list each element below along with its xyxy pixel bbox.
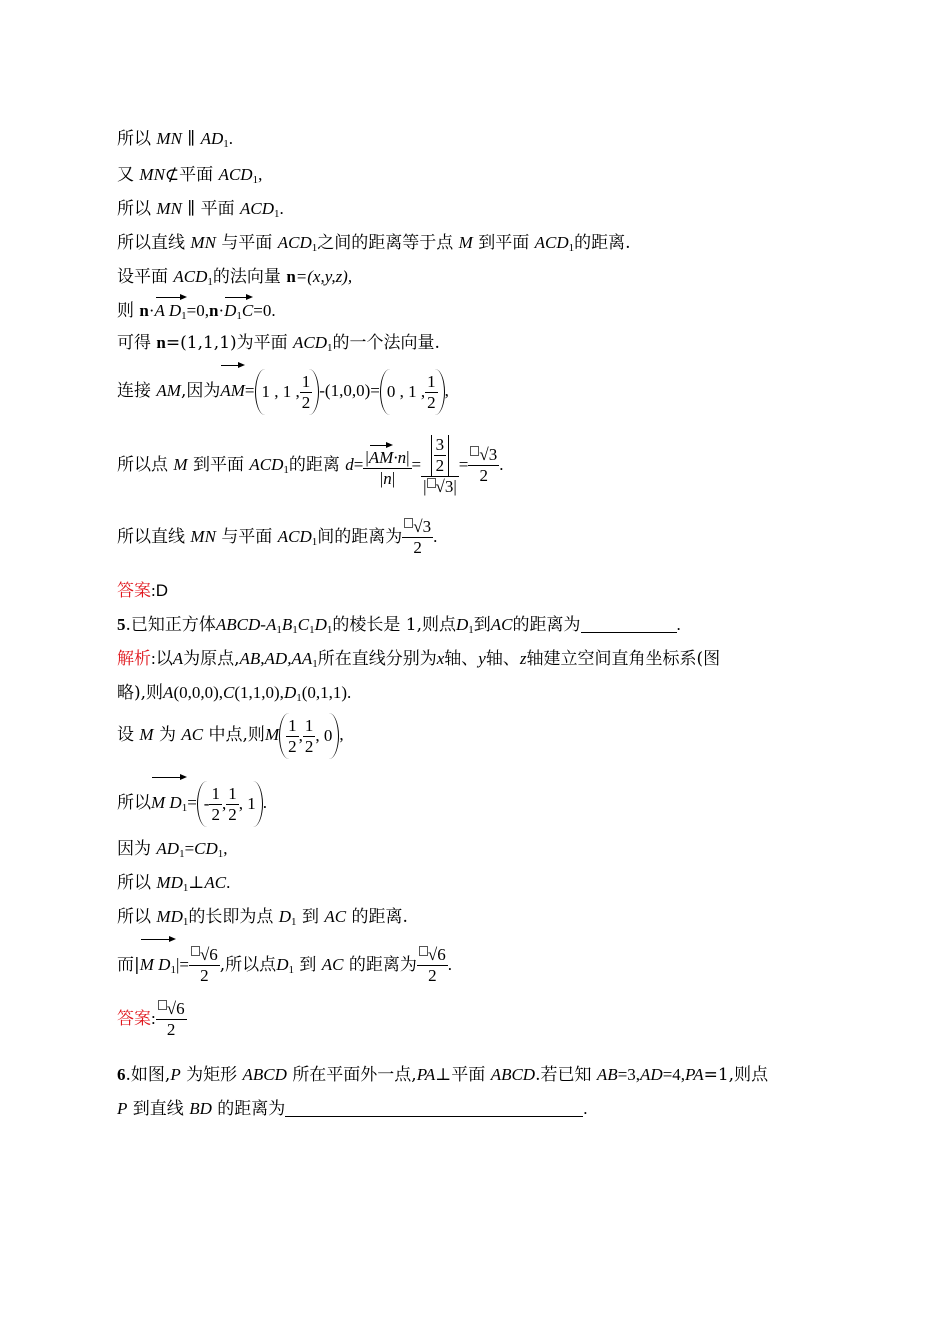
paren-group [380, 369, 445, 415]
text: 设 [117, 725, 134, 745]
math-expr: =0. [253, 301, 276, 320]
line-distance-answer [117, 514, 437, 565]
solution-5-line7 [117, 906, 408, 933]
numerator: 1 [304, 716, 314, 736]
vector-n: n [286, 267, 296, 286]
denominator: 2 [428, 966, 437, 985]
numerator: 1 [427, 372, 436, 392]
denominator: 2 [479, 466, 489, 485]
text: 设平面 [117, 267, 168, 287]
question-6-line2 [117, 1098, 588, 1120]
math-var: PA [416, 1065, 436, 1084]
abs-bar [431, 435, 450, 476]
math-var: z [519, 649, 527, 668]
math-var: AC [321, 955, 344, 974]
fraction [286, 716, 299, 757]
text: 因为 [117, 839, 151, 859]
denominator: 2 [228, 805, 237, 825]
subscript: 1 [309, 624, 315, 636]
text: 到平面 [192, 455, 244, 475]
math-var: ACD [293, 333, 328, 352]
line-mn-not-in-plane [117, 164, 262, 191]
punct: . [447, 955, 453, 974]
text: .已知正方体 [125, 615, 216, 635]
math-var: D [276, 955, 289, 974]
text: 的棱长是 1,则点 [332, 615, 456, 635]
text: 所在平面外一点, [292, 1065, 417, 1085]
answer-label: 答案 [117, 1009, 151, 1029]
math-var: C [297, 615, 310, 634]
math-var: n [383, 469, 392, 488]
math-expr: =4, [662, 1065, 686, 1084]
subscript: 1 [296, 692, 302, 704]
text: =(1,1,1)为平面 [165, 333, 288, 353]
subscript: 1 [179, 848, 185, 860]
punct: : [151, 649, 156, 668]
vector-label: AM [368, 448, 394, 467]
subscript: 1 [182, 882, 189, 894]
math-var: MN [156, 199, 182, 218]
math-var: M [173, 455, 188, 474]
text: 则 [117, 301, 134, 321]
math-var: x [436, 649, 445, 668]
line-distance-equivalence [117, 232, 631, 259]
subscript: 1 [283, 464, 289, 476]
text: 到直线 [132, 1099, 184, 1119]
line-mn-parallel-plane [117, 198, 284, 225]
math-var: ACD [277, 527, 312, 546]
math-expr: |= [175, 955, 189, 974]
text: 到 [473, 615, 491, 635]
missing-glyph-icon [470, 446, 479, 456]
text: 平面 [200, 199, 235, 219]
punct: : [151, 581, 156, 600]
text: 可得 [117, 333, 151, 353]
math-expr: , 0 [315, 725, 333, 745]
minus-sign: - [203, 793, 210, 813]
text: 的距离为 [512, 615, 581, 635]
text: 为 [158, 725, 176, 745]
numerator: 1 [301, 372, 311, 392]
math-var: D [455, 615, 469, 634]
radicand: 3 [488, 445, 498, 464]
text: 的距离 [288, 455, 340, 475]
math-var: ABCD-A [215, 615, 277, 634]
math-var: MN [190, 233, 216, 252]
radicand: 6 [209, 945, 218, 964]
math-var: ABCD [490, 1065, 536, 1084]
fraction [421, 435, 459, 497]
answer-blank[interactable] [285, 1102, 583, 1117]
punct: , [258, 165, 263, 184]
line-mn-parallel-ad1 [117, 128, 233, 155]
punct: . [499, 455, 504, 474]
vector-label: M D [139, 955, 171, 974]
missing-glyph-icon [427, 478, 436, 488]
denominator: 2 [166, 1020, 176, 1039]
numerator: |AM·n| [363, 442, 411, 469]
numerator: √3 [468, 445, 499, 466]
fraction [226, 784, 239, 825]
math-var: D [278, 907, 292, 926]
vector-ad1 [155, 294, 187, 327]
paren-group: - $\frac{1}{2}$ , $\frac{1}{2}$ , 1 [197, 781, 263, 827]
denominator: 2 [211, 805, 220, 825]
math-expr: ·n [393, 448, 407, 467]
line-vector-am [117, 362, 449, 415]
missing-glyph-icon [191, 946, 200, 956]
answer-4 [117, 580, 168, 602]
denominator: |n| [379, 469, 396, 488]
subscript: 1 [311, 242, 318, 254]
vector-d1c [224, 294, 253, 327]
subscript: 1 [292, 624, 298, 636]
question-number: 6 [117, 1065, 126, 1084]
math-var: P [170, 1065, 181, 1084]
text: 到平面 [478, 233, 530, 253]
punct: , [339, 725, 344, 744]
dot-symbol: · [218, 301, 225, 320]
math-var: ACD [534, 233, 569, 252]
parallel-symbol: ∥ [187, 129, 196, 149]
punct: . [583, 1099, 588, 1118]
subscript: 1 [568, 242, 575, 254]
math-var: A [172, 649, 184, 668]
math-var: ACD [218, 165, 253, 184]
text: 到 [301, 907, 319, 927]
question-6-line1 [117, 1064, 768, 1086]
denominator: 2 [200, 966, 209, 985]
math-var: PA [685, 1065, 704, 1084]
text: .若已知 [535, 1065, 592, 1085]
paren-group: $\frac{1}{2}$ , $\frac{1}{2}$ , 0 [279, 713, 339, 759]
text: 平面 [179, 165, 214, 185]
subscript: 1 [276, 624, 282, 636]
punct: . [262, 793, 267, 812]
subscript: 1 [327, 342, 333, 354]
vector-n: n [209, 301, 219, 320]
math-var: ACD [239, 199, 274, 218]
numerator: 1 [288, 716, 297, 736]
text: 为矩形 [186, 1065, 238, 1085]
solution-label: 解析 [117, 649, 151, 669]
text: ,所以点 [219, 955, 277, 975]
text: 与平面 [221, 527, 273, 547]
equals: = [187, 793, 197, 812]
math-var: M [139, 725, 154, 744]
perpendicular-symbol: ⊥ [188, 873, 205, 893]
line-normal-vector [117, 266, 352, 293]
text: 所以 [117, 873, 151, 893]
parallel-symbol: ∥ [187, 199, 196, 219]
vector-md1 [140, 936, 176, 993]
math-var: ABCD [242, 1065, 287, 1084]
punct: , [444, 381, 449, 400]
math-var: ACD [173, 267, 208, 286]
math-expr: 1 , 1 , [261, 381, 300, 401]
punct: . [226, 873, 231, 892]
text: 平面 [451, 1065, 486, 1085]
text: 以 [155, 649, 173, 669]
math-var: MN [156, 129, 182, 148]
subscript: 1 [182, 916, 189, 928]
punct: . [228, 129, 233, 148]
subscript: 1 [311, 536, 318, 548]
math-expr: (1,1,0), [234, 683, 284, 702]
math-var: MN [139, 165, 165, 184]
fraction [189, 945, 220, 986]
text: 为原点, [183, 649, 240, 669]
subscript: 1 [181, 310, 187, 322]
math-expr: =(x,y,z), [295, 267, 353, 286]
math-expr: (0,1,1). [301, 683, 352, 702]
denominator: 2 [413, 538, 422, 557]
vector-am [220, 362, 245, 414]
solution-5-line5 [117, 838, 228, 865]
text: 又 [117, 165, 134, 185]
numerator: √6 [156, 999, 187, 1020]
fraction [417, 945, 448, 986]
missing-glyph-icon [404, 518, 413, 528]
text: 轴、 [485, 649, 520, 669]
question-5 [117, 614, 681, 641]
vector-label: C [241, 301, 254, 320]
numerator: √3 [402, 517, 433, 538]
numerator: √6 [417, 945, 448, 966]
math-expr: , 1 [238, 793, 256, 813]
numerator: 1 [228, 784, 237, 804]
denominator: | √3| [423, 476, 457, 496]
math-var: M [264, 725, 280, 744]
fraction [425, 372, 438, 413]
vector-n: n [139, 301, 149, 320]
subscript: 1 [181, 802, 188, 814]
text: 的距离. [351, 907, 408, 927]
fraction [303, 716, 316, 757]
math-var: MD [156, 873, 183, 892]
subscript: 1 [207, 276, 213, 288]
fraction [468, 445, 499, 486]
vector-am [369, 442, 394, 468]
fraction [434, 435, 447, 476]
solution-5-line8 [117, 936, 452, 993]
text: 的长即为点 [188, 907, 274, 927]
subscript: 1 [312, 658, 318, 670]
denominator: 2 [301, 393, 311, 413]
math-var: AB,AD,AA [239, 649, 313, 668]
punct: . [676, 615, 681, 634]
math-var: C [223, 683, 235, 702]
math-var: AC [324, 907, 347, 926]
vector-label: M D [151, 793, 182, 812]
math-var: AD [640, 1065, 663, 1084]
text: 的距离为 [348, 955, 417, 975]
math-var: ACD [249, 455, 284, 474]
line-distance-formula: 所以点 M 到平面 $ACD_1$的距离 d= $\frac{|AM\cdot n|}{|n|}$ = $\frac{\frac{3}{2}}{| √3|}$ = $\frac{√3}{2}$ . [117, 434, 504, 496]
text: 到 [299, 955, 317, 975]
denominator: 2 [288, 737, 297, 757]
math-var: B [281, 615, 293, 634]
answer-label: 答案 [117, 581, 151, 601]
math-expr: -(1,0,0)= [319, 381, 380, 400]
subscript: 1 [170, 964, 176, 976]
text: 所以 [117, 793, 151, 813]
math-var: AC [181, 725, 204, 744]
text: 的距离为 [217, 1099, 286, 1119]
answer-value: D [155, 581, 169, 600]
missing-glyph-icon [158, 1000, 167, 1010]
line-normal-result [117, 332, 440, 359]
numerator: 1 [211, 784, 220, 804]
text: 之间的距离等于点 [317, 233, 454, 253]
text: 与平面 [221, 233, 273, 253]
vector-md1 [151, 774, 187, 831]
math-var: AD [200, 129, 224, 148]
text: 所以直线 [117, 233, 185, 253]
punct: : [151, 1009, 156, 1028]
question-number: 5 [117, 615, 126, 634]
solution-5-line4 [117, 774, 267, 831]
text: 轴、 [444, 649, 479, 669]
radicand: 3 [422, 517, 432, 536]
fraction [402, 517, 433, 558]
math-var: D [283, 683, 297, 702]
math-var: P [117, 1099, 128, 1118]
math-var: AB [596, 1065, 618, 1084]
fraction [363, 442, 411, 489]
punct: , [223, 839, 228, 858]
subscript: 1 [236, 310, 242, 322]
missing-glyph-icon [419, 946, 428, 956]
text: 所以点 [117, 455, 168, 475]
subscript: 1 [468, 624, 474, 636]
punct: . [279, 199, 284, 218]
denominator: 2 [304, 737, 314, 757]
math-var: y [478, 649, 486, 668]
math-var: MD [156, 907, 183, 926]
equals: = [244, 381, 255, 400]
text: =1,则点 [703, 1065, 769, 1085]
vector-label: AM [220, 381, 245, 400]
text: 连接 [117, 381, 151, 401]
solution-5-line2 [117, 682, 351, 709]
numerator [421, 435, 459, 477]
equals: = [184, 839, 195, 858]
solution-5-line1 [117, 648, 720, 675]
fraction [300, 372, 313, 413]
math-var: D [314, 615, 327, 634]
denominator: 2 [435, 455, 445, 475]
radicand: 6 [437, 945, 446, 964]
math-var: AC [204, 873, 227, 892]
text: .如图, [125, 1065, 171, 1085]
vector-n: n [156, 333, 166, 352]
math-var: CD [194, 839, 218, 858]
math-expr: (0,0,0), [173, 683, 224, 702]
equals: = [353, 455, 364, 474]
text: 的距离. [574, 233, 631, 253]
math-var: A [163, 683, 174, 702]
math-var: AD [156, 839, 180, 858]
fraction [156, 999, 187, 1040]
numerator: 3 [435, 434, 445, 454]
subscript: 1 [288, 964, 294, 976]
text: 所以 [117, 129, 151, 149]
vector-label: A D [154, 301, 182, 320]
line-dot-products [117, 294, 276, 327]
answer-blank[interactable] [581, 618, 677, 633]
text: 中点,则 [208, 725, 265, 745]
numerator: √6 [189, 945, 220, 966]
text: 所以 [117, 199, 151, 219]
math-expr: =3, [617, 1065, 641, 1084]
answer-5 [117, 996, 187, 1042]
text: 轴建立空间直角坐标系(图 [526, 649, 721, 669]
text: 的法向量 [212, 267, 281, 287]
denominator: 2 [427, 393, 436, 413]
text: 所以直线 [117, 527, 185, 547]
radicand: 6 [176, 999, 185, 1018]
radicand: 3 [444, 476, 454, 496]
subscript: 1 [217, 848, 224, 860]
dot-symbol: · [148, 301, 155, 320]
solution-5-line6 [117, 872, 230, 899]
text: 的一个法向量. [332, 333, 440, 353]
text: 间的距离为 [317, 527, 403, 547]
text: ,因为 [180, 381, 221, 401]
subscript: 1 [273, 208, 280, 220]
math-var: M [458, 233, 473, 252]
math-var: MN [190, 527, 216, 546]
not-subset-symbol: ⊄ [164, 165, 180, 185]
math-expr: 0 , 1 , [386, 381, 426, 401]
punct: . [433, 527, 438, 546]
text: 所以 [117, 907, 151, 927]
text: 所在直线分别为 [317, 649, 437, 669]
subscript: 1 [223, 138, 229, 150]
math-expr: =0, [186, 301, 209, 320]
fraction [209, 784, 222, 825]
subscript: 1 [252, 174, 259, 186]
math-var: ACD [277, 233, 312, 252]
text: 而| [117, 955, 140, 975]
paren-group [255, 369, 320, 415]
math-var: AM [156, 381, 181, 400]
math-var: BD [189, 1099, 212, 1118]
vector-label: D [224, 301, 237, 320]
subscript: 1 [326, 624, 333, 636]
text: 略),则 [117, 683, 164, 703]
math-var: AC [490, 615, 513, 634]
subscript: 1 [291, 916, 297, 928]
solution-5-line3 [117, 712, 344, 759]
perpendicular-symbol: ⊥ [435, 1065, 452, 1085]
math-var: d [345, 455, 354, 474]
